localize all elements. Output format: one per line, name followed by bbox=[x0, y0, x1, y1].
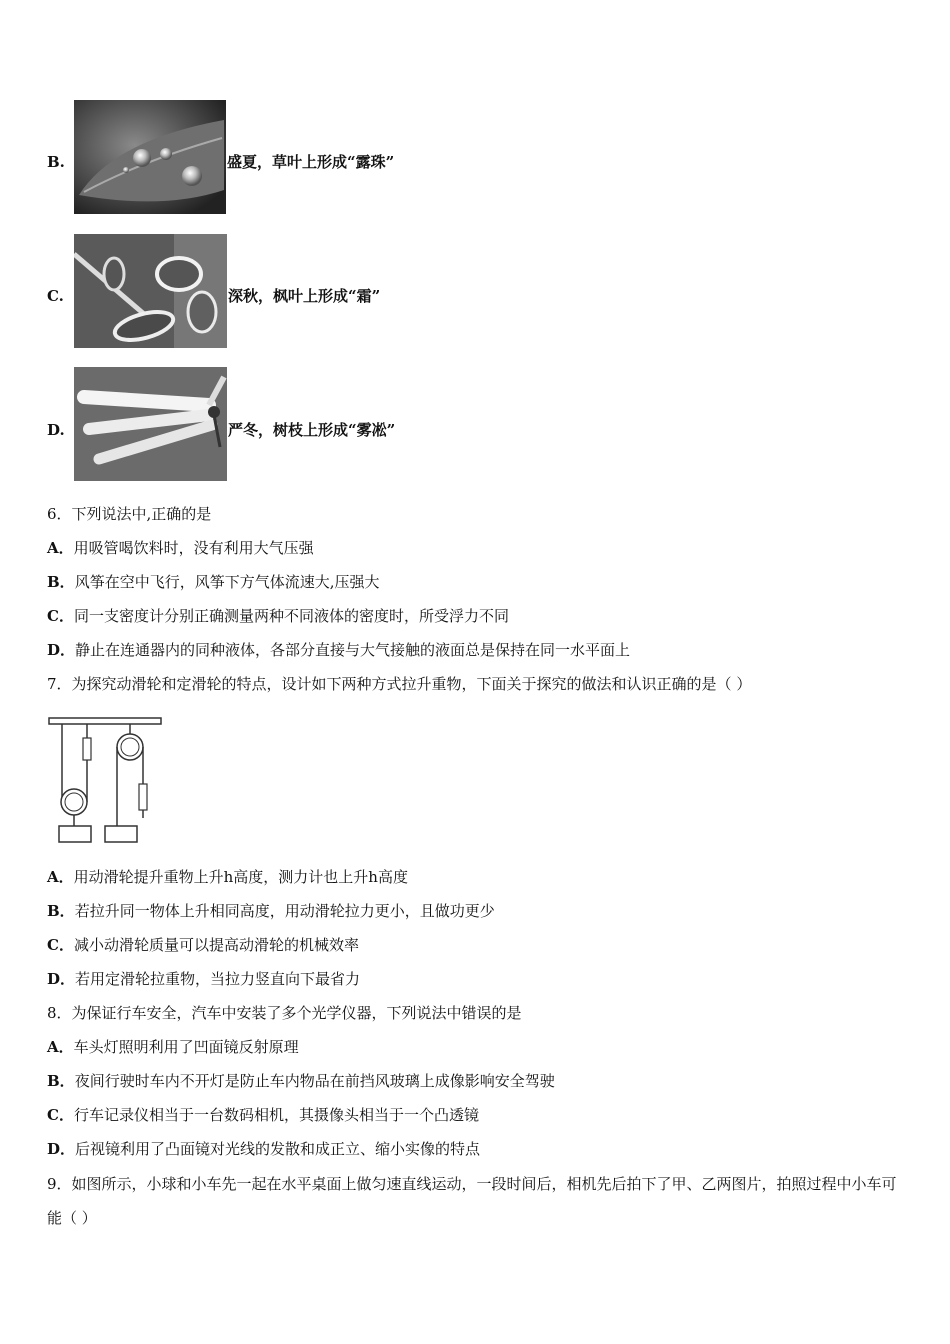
q8-option-d: D．后视镜利用了凸面镜对光线的发散和成正立、缩小实像的特点 bbox=[47, 1140, 481, 1158]
option-letter: C. bbox=[47, 287, 64, 305]
option-letter: D. bbox=[47, 421, 65, 439]
q7-option-c: C．减小动滑轮质量可以提高动滑轮的机械效率 bbox=[47, 936, 359, 954]
q7-option-b: B．若拉升同一物体上升相同高度，用动滑轮拉力更小，且做功更少 bbox=[47, 902, 495, 920]
q8-stem: 8．为保证行车安全，汽车中安装了多个光学仪器，下列说法中错误的是 bbox=[47, 1004, 522, 1022]
option-caption: 深秋，枫叶上形成“霜” bbox=[228, 287, 381, 305]
q7-stem: 7．为探究动滑轮和定滑轮的特点，设计如下两种方式拉升重物，下面关于探究的做法和认识正确的是（ ） bbox=[47, 675, 752, 693]
q6-option-b: B．风筝在空中飞行，风筝下方气体流速大,压强大 bbox=[47, 573, 380, 591]
q7-option-a: A．用动滑轮提升重物上升h高度，测力计也上升h高度 bbox=[47, 868, 408, 886]
dew-drops-photo bbox=[74, 100, 226, 214]
q6-option-c: C．同一支密度计分别正确测量两种不同液体的密度时，所受浮力不同 bbox=[47, 607, 509, 625]
q8-option-b: B．夜间行驶时车内不开灯是防止车内物品在前挡风玻璃上成像影响安全驾驶 bbox=[47, 1072, 555, 1090]
option-letter: B. bbox=[47, 153, 65, 171]
option-caption: 盛夏，草叶上形成“露珠” bbox=[227, 153, 395, 171]
rime-branches-photo bbox=[74, 367, 227, 481]
q8-option-a: A．车头灯照明利用了凹面镜反射原理 bbox=[47, 1038, 299, 1056]
q8-option-c: C．行车记录仪相当于一台数码相机，其摄像头相当于一个凸透镜 bbox=[47, 1106, 479, 1124]
q7-option-d: D．若用定滑轮拉重物，当拉力竖直向下最省力 bbox=[47, 970, 361, 988]
q6-stem: 6．下列说法中,正确的是 bbox=[47, 505, 212, 523]
pulley-diagram bbox=[47, 714, 167, 844]
q9-stem: 9．如图所示，小球和小车先一起在水平桌面上做匀速直线运动，一段时间后，相机先后拍下了甲、乙两图片，拍照过程中小车可能（ ） bbox=[47, 1175, 897, 1227]
q6-option-a: A．用吸管喝饮料时，没有利用大气压强 bbox=[47, 539, 314, 557]
q6-option-d: D．静止在连通器内的同种液体，各部分直接与大气接触的液面总是保持在同一水平面上 bbox=[47, 641, 631, 659]
option-caption: 严冬，树枝上形成“雾凇” bbox=[228, 421, 396, 439]
frost-leaves-photo bbox=[74, 234, 227, 348]
